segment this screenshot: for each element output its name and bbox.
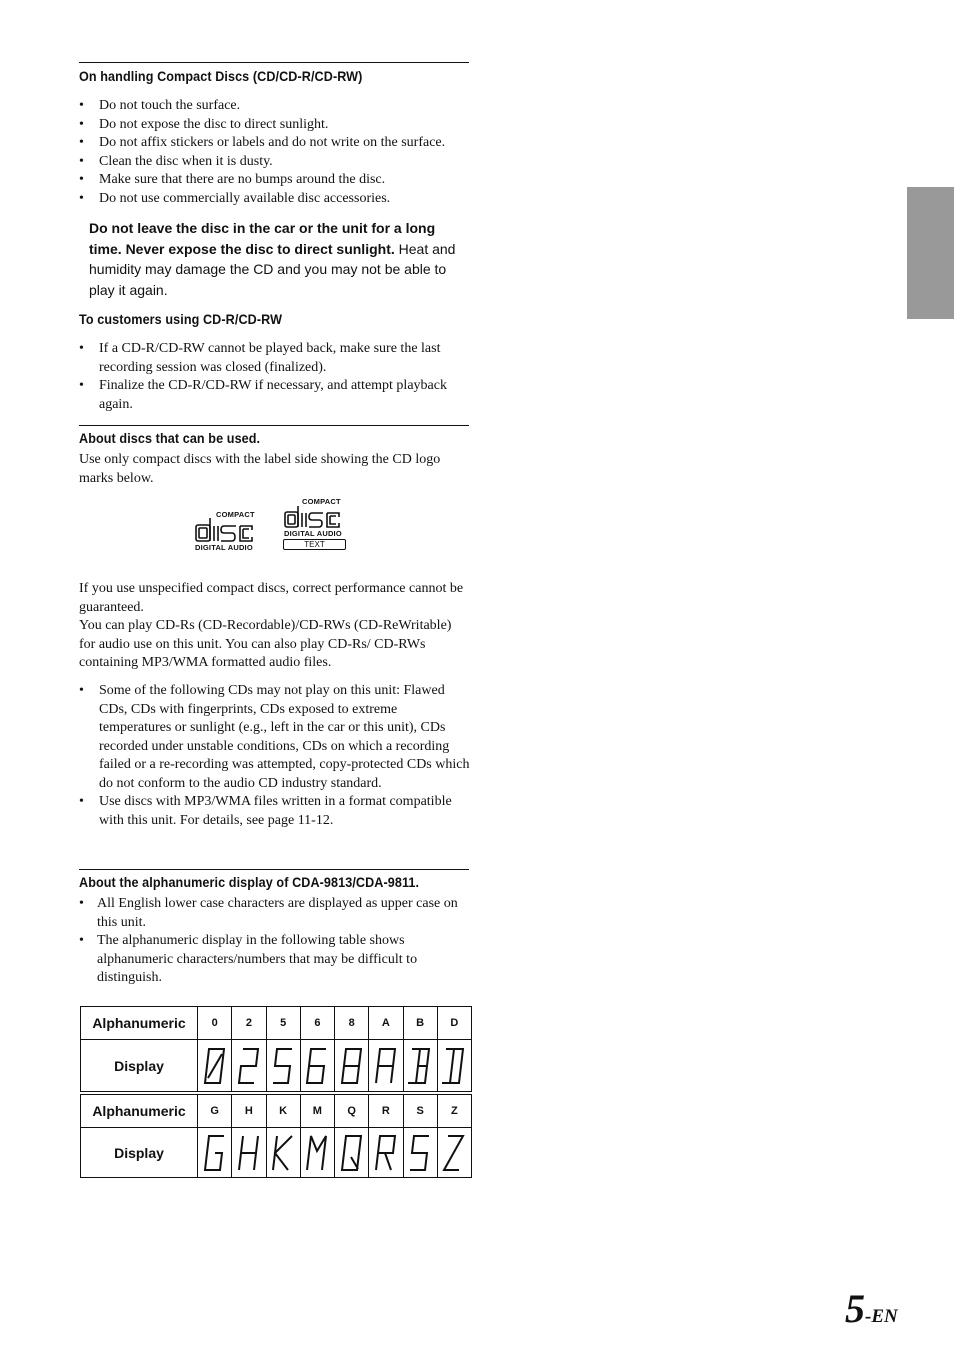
- list-item: • Some of the following CDs may not play on this unit: Flawed CDs, CDs with fingerprints, CDs exposed to extreme temperatures or sunlight (e.g., left in the car or this unit), CDs recorded under unstable conditions, CDs on which a recording failed or a re-recording was attempted, copy-protected CDs which do not conform to the audio CD industry standard.: [79, 682, 471, 793]
- segment-glyph: [300, 1040, 334, 1092]
- section-rule: [79, 869, 469, 870]
- table-cell: 8: [335, 1007, 369, 1040]
- alnum-heading: About the alphanumeric display of CDA-9813/CDA-9811.: [79, 874, 420, 890]
- list-item: • All English lower case characters are displayed as upper case on this unit.: [79, 895, 471, 932]
- handling-list: [79, 97, 471, 208]
- table-cell: 2: [232, 1007, 266, 1040]
- discs-para-1: If you use unspecified compact discs, correct performance cannot be guaranteed.: [79, 581, 464, 615]
- row-label: Alphanumeric: [81, 1007, 198, 1040]
- segment-glyph: [300, 1128, 334, 1178]
- cdr-heading: To customers using CD-R/CD-RW: [79, 311, 283, 327]
- discs-para-2: You can play CD-Rs (CD-Recordable)/CD-RWs (CD-ReWritable) for audio use on this unit. You can also play CD-Rs/ CD-RWs containing MP3/WMA formatted audio files.: [79, 618, 452, 670]
- segment-glyph: [437, 1040, 471, 1092]
- row-label: Display: [81, 1128, 198, 1178]
- cd-text-logo: COMPACT DIGITAL AUDIO TEXT: [283, 497, 347, 553]
- segment-glyph: [198, 1040, 232, 1092]
- segment-glyph: [335, 1040, 369, 1092]
- segment-glyph: [198, 1128, 232, 1178]
- table-cell: B: [403, 1007, 437, 1040]
- list-item: • If a CD-R/CD-RW cannot be played back, make sure the last recording session was closed (finalized).: [79, 340, 471, 377]
- segment-glyph: [266, 1128, 300, 1178]
- segment-glyph: [437, 1128, 471, 1178]
- table-row: [81, 1095, 472, 1128]
- table-row: [81, 1040, 472, 1092]
- table-cell: Q: [335, 1095, 369, 1128]
- segment-glyph: [232, 1128, 266, 1178]
- table-cell: D: [437, 1007, 471, 1040]
- table-cell: 6: [300, 1007, 334, 1040]
- list-item: • Do not expose the disc to direct sunlight.: [79, 116, 471, 135]
- row-label: Display: [81, 1040, 198, 1092]
- list-item: • Do not use commercially available disc accessories.: [79, 190, 471, 209]
- page-number-suffix: -EN: [865, 1306, 898, 1327]
- list-item: • Use discs with MP3/WMA files written in a format compatible with this unit. For details, see page 11-12.: [79, 793, 471, 830]
- table-cell: R: [369, 1095, 403, 1128]
- section-rule: [79, 62, 469, 63]
- discs-list: [79, 682, 471, 830]
- list-item: • Do not affix stickers or labels and do not write on the surface.: [79, 134, 471, 153]
- table-row: [81, 1007, 472, 1040]
- section-tab: [907, 187, 954, 319]
- warning-bold: Do not leave the disc in the car or the unit for a long time. Never expose the disc to direct sunlight.: [89, 220, 436, 257]
- handling-heading: On handling Compact Discs (CD/CD-R/CD-RW): [79, 68, 363, 84]
- list-item: • The alphanumeric display in the following table shows alphanumeric characters/numbers that may be difficult to distinguish.: [79, 932, 471, 988]
- segment-glyph: [335, 1128, 369, 1178]
- warning-normal: Heat and humidity may damage the CD and you may not be able to play it again.: [89, 240, 456, 298]
- segment-glyph: [232, 1040, 266, 1092]
- table-cell: H: [232, 1095, 266, 1128]
- table-cell: M: [300, 1095, 334, 1128]
- discs-heading: About discs that can be used.: [79, 430, 261, 446]
- table-cell: Z: [437, 1095, 471, 1128]
- row-label: Alphanumeric: [81, 1095, 198, 1128]
- page-number-value: 5: [845, 1286, 865, 1331]
- table-cell: G: [198, 1095, 232, 1128]
- page-number: [845, 1285, 898, 1332]
- cdr-list: [79, 340, 471, 414]
- table-cell: K: [266, 1095, 300, 1128]
- table-cell: A: [369, 1007, 403, 1040]
- display-table: [80, 1006, 472, 1178]
- segment-glyph: [369, 1128, 403, 1178]
- list-item: • Do not touch the surface.: [79, 97, 471, 116]
- handling-warning: [89, 218, 465, 300]
- segment-glyph: [266, 1040, 300, 1092]
- list-item: • Make sure that there are no bumps around the disc.: [79, 171, 471, 190]
- table-cell: 0: [198, 1007, 232, 1040]
- segment-glyph: [403, 1128, 437, 1178]
- table-cell: S: [403, 1095, 437, 1128]
- segment-glyph: [403, 1040, 437, 1092]
- table-cell: 5: [266, 1007, 300, 1040]
- discs-intro: Use only compact discs with the label side showing the CD logo marks below.: [79, 452, 441, 486]
- list-item: • Finalize the CD-R/CD-RW if necessary, and attempt playback again.: [79, 377, 471, 414]
- cd-logo: COMPACT DIGITAL AUDIO: [195, 510, 255, 552]
- section-rule: [79, 425, 469, 426]
- alnum-list: [79, 895, 471, 988]
- table-row: [81, 1128, 472, 1178]
- segment-glyph: [369, 1040, 403, 1092]
- list-item: • Clean the disc when it is dusty.: [79, 153, 471, 172]
